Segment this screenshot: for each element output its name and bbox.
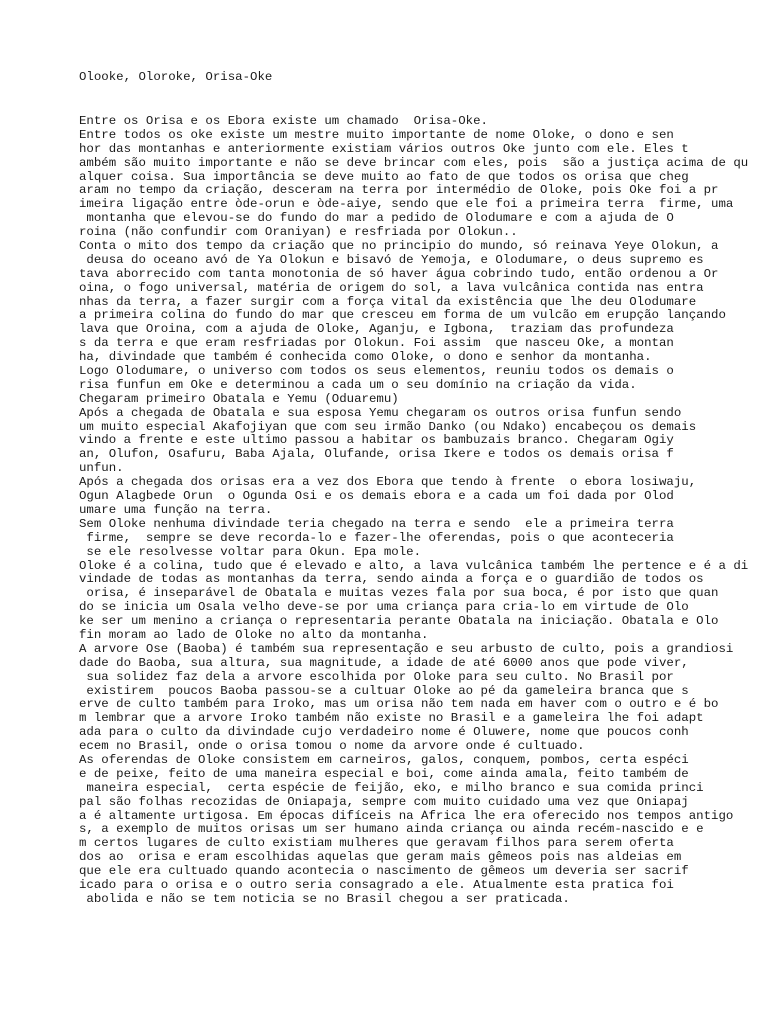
text-line: nhas da terra, a fazer surgir com a força vital da existência que lhe deu Olodumare: [79, 295, 697, 309]
text-line: dos ao orisa e eram escolhidas aquelas que geram mais gêmeos pois nas aldeias em: [79, 851, 682, 865]
text-line: erve de culto também para Iroko, mas um orisa não tem nada em haver com o outro e é bo: [79, 698, 719, 712]
text-line: que ele era cultuado quando acontecia o nascimento de gêmeos um deveria ser sacrif: [79, 865, 689, 879]
text-line: hor das montanhas e anteriormente existiam vários outros Oke junto com ele. Eles t: [79, 142, 689, 156]
text-line: maneira especial, certa espécie de feijão, eko, e milho branco e sua comida princi: [79, 781, 704, 795]
text-line: imeira ligação entre òde-orun e òde-aiye, sendo que ele foi a primeira terra firme, uma: [79, 198, 734, 212]
text-line: abolida e não se tem noticia se no Brasil chegou a ser praticada.: [79, 892, 570, 906]
text-line: deusa do oceano avó de Ya Olokun e bisavó de Yemoja, e Olodumare, o deus supremo es: [79, 253, 704, 267]
text-line: a primeira colina do fundo do mar que cresceu em forma de um vulcão em erupção lançando: [79, 309, 726, 323]
text-line: oina, o fogo universal, matéria de origem do sol, a lava vulcânica contida nas entra: [79, 281, 704, 295]
text-line: ada para o culto da divindade cujo verdadeiro nome é Oluwere, nome que poucos conh: [79, 726, 689, 740]
text-line: se ele resolvesse voltar para Okun. Epa mole.: [79, 545, 422, 559]
text-line: aram no tempo da criação, desceram na terra por intermédio de Oloke, pois Oke foi a pr: [79, 184, 719, 198]
text-line: e de peixe, feito de uma maneira especial e boi, come ainda amala, feito também de: [79, 767, 689, 781]
text-line: Entre todos os oke existe um mestre muito importante de nome Oloke, o dono e sen: [79, 128, 674, 142]
text-line: do se inicia um Osala velho deve-se por uma criança para cria-lo em virtude de Olo: [79, 601, 689, 615]
text-line: a é altamente urtigosa. Em épocas difíceis na África lhe era oferecido nos tempos antigo: [79, 809, 734, 823]
text-line: ecem no Brasil, onde o orisa tomou o nome da arvore onde é cultuado.: [79, 740, 585, 754]
text-line: fin moram ao lado de Oloke no alto da montanha.: [79, 628, 429, 642]
text-line: risa funfun em Oke e determinou a cada um o seu domínio na criação da vida.: [79, 378, 637, 392]
text-line: um muito especial Akafojiyan que com seu irmão Danko (ou Ndako) encabeçou os demais: [79, 420, 697, 434]
text-line: icado para o orisa e o outro seria consagrado a ele. Atualmente esta pratica foi: [79, 878, 674, 892]
document-title: Olooke, Oloroke, Orisa-Oke: [79, 70, 273, 84]
text-line: Oloke é a colina, tudo que é elevado e alto, a lava vulcânica também lhe pertence e é a di: [79, 559, 749, 573]
text-line: m lembrar que a arvore Iroko também não existe no Brasil e a gameleira lhe foi adapt: [79, 712, 704, 726]
text-line: pal são folhas recozidas de Oniapaja, sempre com muito cuidado uma vez que Oniapaj: [79, 795, 689, 809]
text-line: vindade de todas as montanhas da terra, sendo ainda a força e o guardião de todos os: [79, 573, 704, 587]
text-line: Ogun Alagbede Orun o Ogunda Osi e os demais ebora e a cada um foi dada por Olod: [79, 490, 674, 504]
text-line: Sem Oloke nenhuma divindade teria chegado na terra e sendo ele a primeira terra: [79, 517, 674, 531]
text-line: Após a chegada de Obatala e sua esposa Yemu chegaram os outros orisa funfun sendo: [79, 406, 682, 420]
text-line: lava que Oroina, com a ajuda de Oloke, Aganju, e Igbona, traziam das profundeza: [79, 323, 674, 337]
text-line: firme, sempre se deve recorda-lo e fazer-lhe oferendas, pois o que aconteceria: [79, 531, 674, 545]
text-line: Chegaram primeiro Obatala e Yemu (Oduaremu): [79, 392, 399, 406]
text-line: sua solidez faz dela a arvore escolhida por Oloke para seu culto. No Brasil por: [79, 670, 674, 684]
text-line: A arvore Ose (Baoba) é também sua representação e seu arbusto de culto, pois a grandiosi: [79, 642, 734, 656]
text-line: ambém são muito importante e não se deve brincar com eles, pois são a justiça acima de qu: [79, 156, 749, 170]
text-line: ha, divindade que também é conhecida como Oloke, o dono e senhor da montanha.: [79, 351, 652, 365]
text-line: ke ser um menino a criança o representaria perante Obatala na iniciação. Obatala e Olo: [79, 615, 719, 629]
text-line: Logo Olodumare, o universo com todos os seus elementos, reuniu todos os demais o: [79, 365, 674, 379]
document-body: [79, 115, 768, 907]
text-line: montanha que elevou-se do fundo do mar a pedido de Olodumare e com a ajuda de O: [79, 212, 674, 226]
text-line: s da terra e que eram resfriadas por Olokun. Foi assim que nasceu Oke, a montan: [79, 337, 674, 351]
text-line: orisa, é inseparável de Obatala e muitas vezes fala por sua boca, é por isto que quan: [79, 587, 719, 601]
text-line: m certos lugares de culto existiam mulheres que geravam filhos para serem oferta: [79, 837, 674, 851]
text-line: an, Olufon, Osafuru, Baba Ajala, Olufande, orisa Ikere e todos os demais orisa f: [79, 448, 674, 462]
text-line: unfun.: [79, 462, 124, 476]
text-line: vindo a frente e este ultimo passou a habitar os bambuzais branco. Chegaram Ogiy: [79, 434, 674, 448]
text-line: s, a exemplo de muitos orisas um ser humano ainda criança ou ainda recém-nascido e e: [79, 823, 704, 837]
text-line: As oferendas de Oloke consistem em carneiros, galos, conquem, pombos, certa espéci: [79, 753, 689, 767]
text-line: Após a chegada dos orisas era a vez dos Ebora que tendo à frente o ebora losiwaju,: [79, 476, 697, 490]
text-line: Conta o mito dos tempo da criação que no principio do mundo, só reinava Yeye Olokun, a: [79, 240, 719, 254]
text-line: existirem poucos Baoba passou-se a cultuar Oloke ao pé da gameleira branca que s: [79, 684, 689, 698]
text-line: alquer coisa. Sua importância se deve muito ao fato de que todos os orisa que cheg: [79, 170, 689, 184]
text-line: Entre os Orisa e os Ebora existe um chamado Orisa-Oke.: [79, 115, 488, 128]
text-line: tava aborrecido com tanta monotonia de só haver água cobrindo tudo, então ordenou a Or: [79, 267, 719, 281]
text-line: dade do Baoba, sua altura, sua magnitude, a idade de até 6000 anos que pode viver,: [79, 656, 689, 670]
text-line: umare uma função na terra.: [79, 503, 273, 517]
text-line: roina (não confundir com Oraniyan) e resfriada por Olokun..: [79, 226, 518, 240]
